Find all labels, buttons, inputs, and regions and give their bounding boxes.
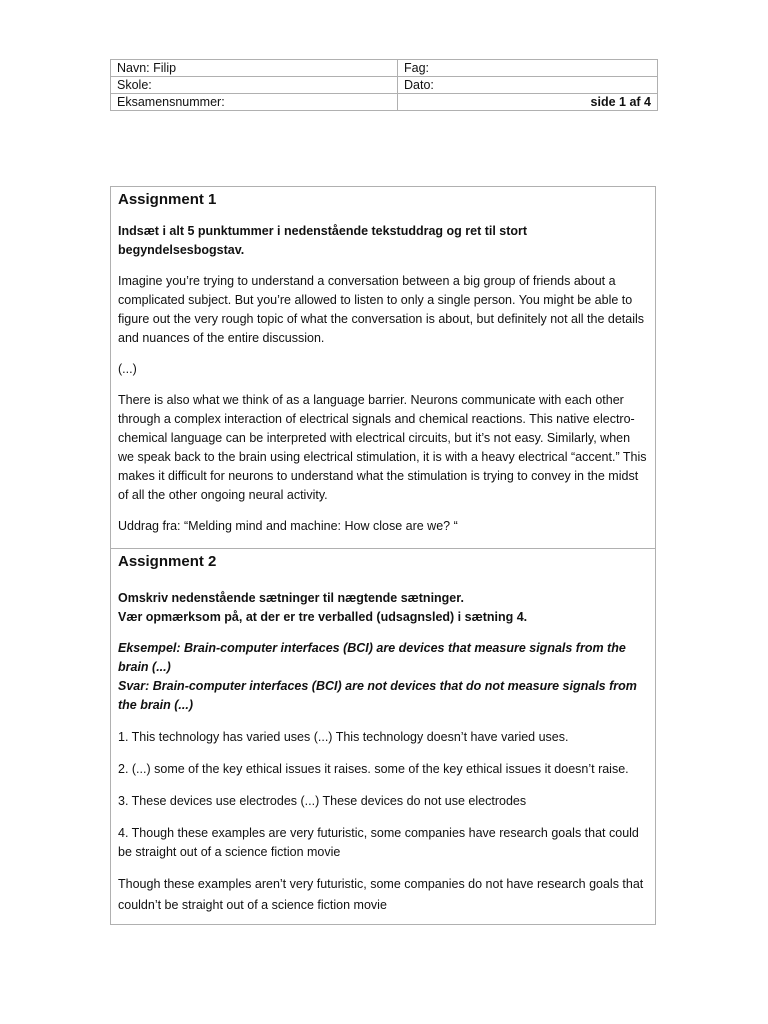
assignment-1-box [110,186,656,549]
assignment-2-item-1: 1. This technology has varied uses (...) This technology doesn’t have varied uses. [118,730,569,744]
name-cell: Navn: Filip [111,60,398,77]
date-cell: Dato: [398,77,658,94]
assignment-2-instruction-1: Omskriv nedenstående sætninger til nægtende sætninger. [118,591,464,605]
assignment-1-paragraph-1: Imagine you’re trying to understand a conversation between a big group of friends about a complicated subject. But you’re allowed to listen to only a single person. You might be able to figure out the very rough topic of what the conversation is about, but definitely not all the details and nuances of the entire discussion. [118,274,645,345]
assignment-2-item-3: 3. These devices use electrodes (...) These devices do not use electrodes [118,794,527,808]
exam-number-cell: Eksamensnummer: [111,94,398,111]
page-number-cell: side 1 af 4 [398,94,658,111]
assignment-2-item-4: 4. Though these examples are very futuristic, some companies have research goals that could be straight out of a science fiction movie [118,826,639,859]
assignment-1-ellipsis: (...) [118,362,137,376]
assignment-2-example: Eksempel: Brain-computer interfaces (BCI) are devices that measure signals from the brain (...) [118,641,626,674]
assignment-2-item-4-answer: Though these examples aren’t very futuristic, some companies do not have research goals that couldn’t be straight out of a science fiction movie [118,877,644,912]
assignment-1-source: Uddrag fra: “Melding mind and machine: How close are we? “ [118,519,458,533]
assignment-2-example-answer: Svar: Brain-computer interfaces (BCI) are not devices that do not measure signals from the brain (...) [118,679,637,712]
subject-cell: Fag: [398,60,658,77]
assignment-2-box [110,548,656,925]
assignment-2-instruction-2: Vær opmærksom på, at der er tre verballed (udsagnsled) i sætning 4. [118,610,528,624]
header-row [111,94,658,111]
assignment-1-paragraph-2: There is also what we think of as a language barrier. Neurons communicate with each other through a complex interaction of electrical signals and chemical reactions. This native electro-chemical language can be interpreted with electrical circuits, but it’s not easy. Similarly, when we speak back to the brain using electrical stimulation, it is with a heavy electrical “accent.” This makes it difficult for neurons to understand what the stimulation is trying to convey in the midst of all the other ongoing neural activity. [118,393,647,502]
school-cell: Skole: [111,77,398,94]
header-row [111,60,658,77]
header-table [110,59,658,111]
assignment-2-title: Assignment 2 [118,553,217,570]
assignment-2-item-2: 2. (...) some of the key ethical issues it raises. some of the key ethical issues it doesn’t raise. [118,762,629,776]
assignment-1-instruction: Indsæt i alt 5 punktummer i nedenstående tekstuddrag og ret til stort begyndelsesbogstav. [118,224,528,257]
header-row [111,77,658,94]
assignment-1-title: Assignment 1 [118,191,217,208]
